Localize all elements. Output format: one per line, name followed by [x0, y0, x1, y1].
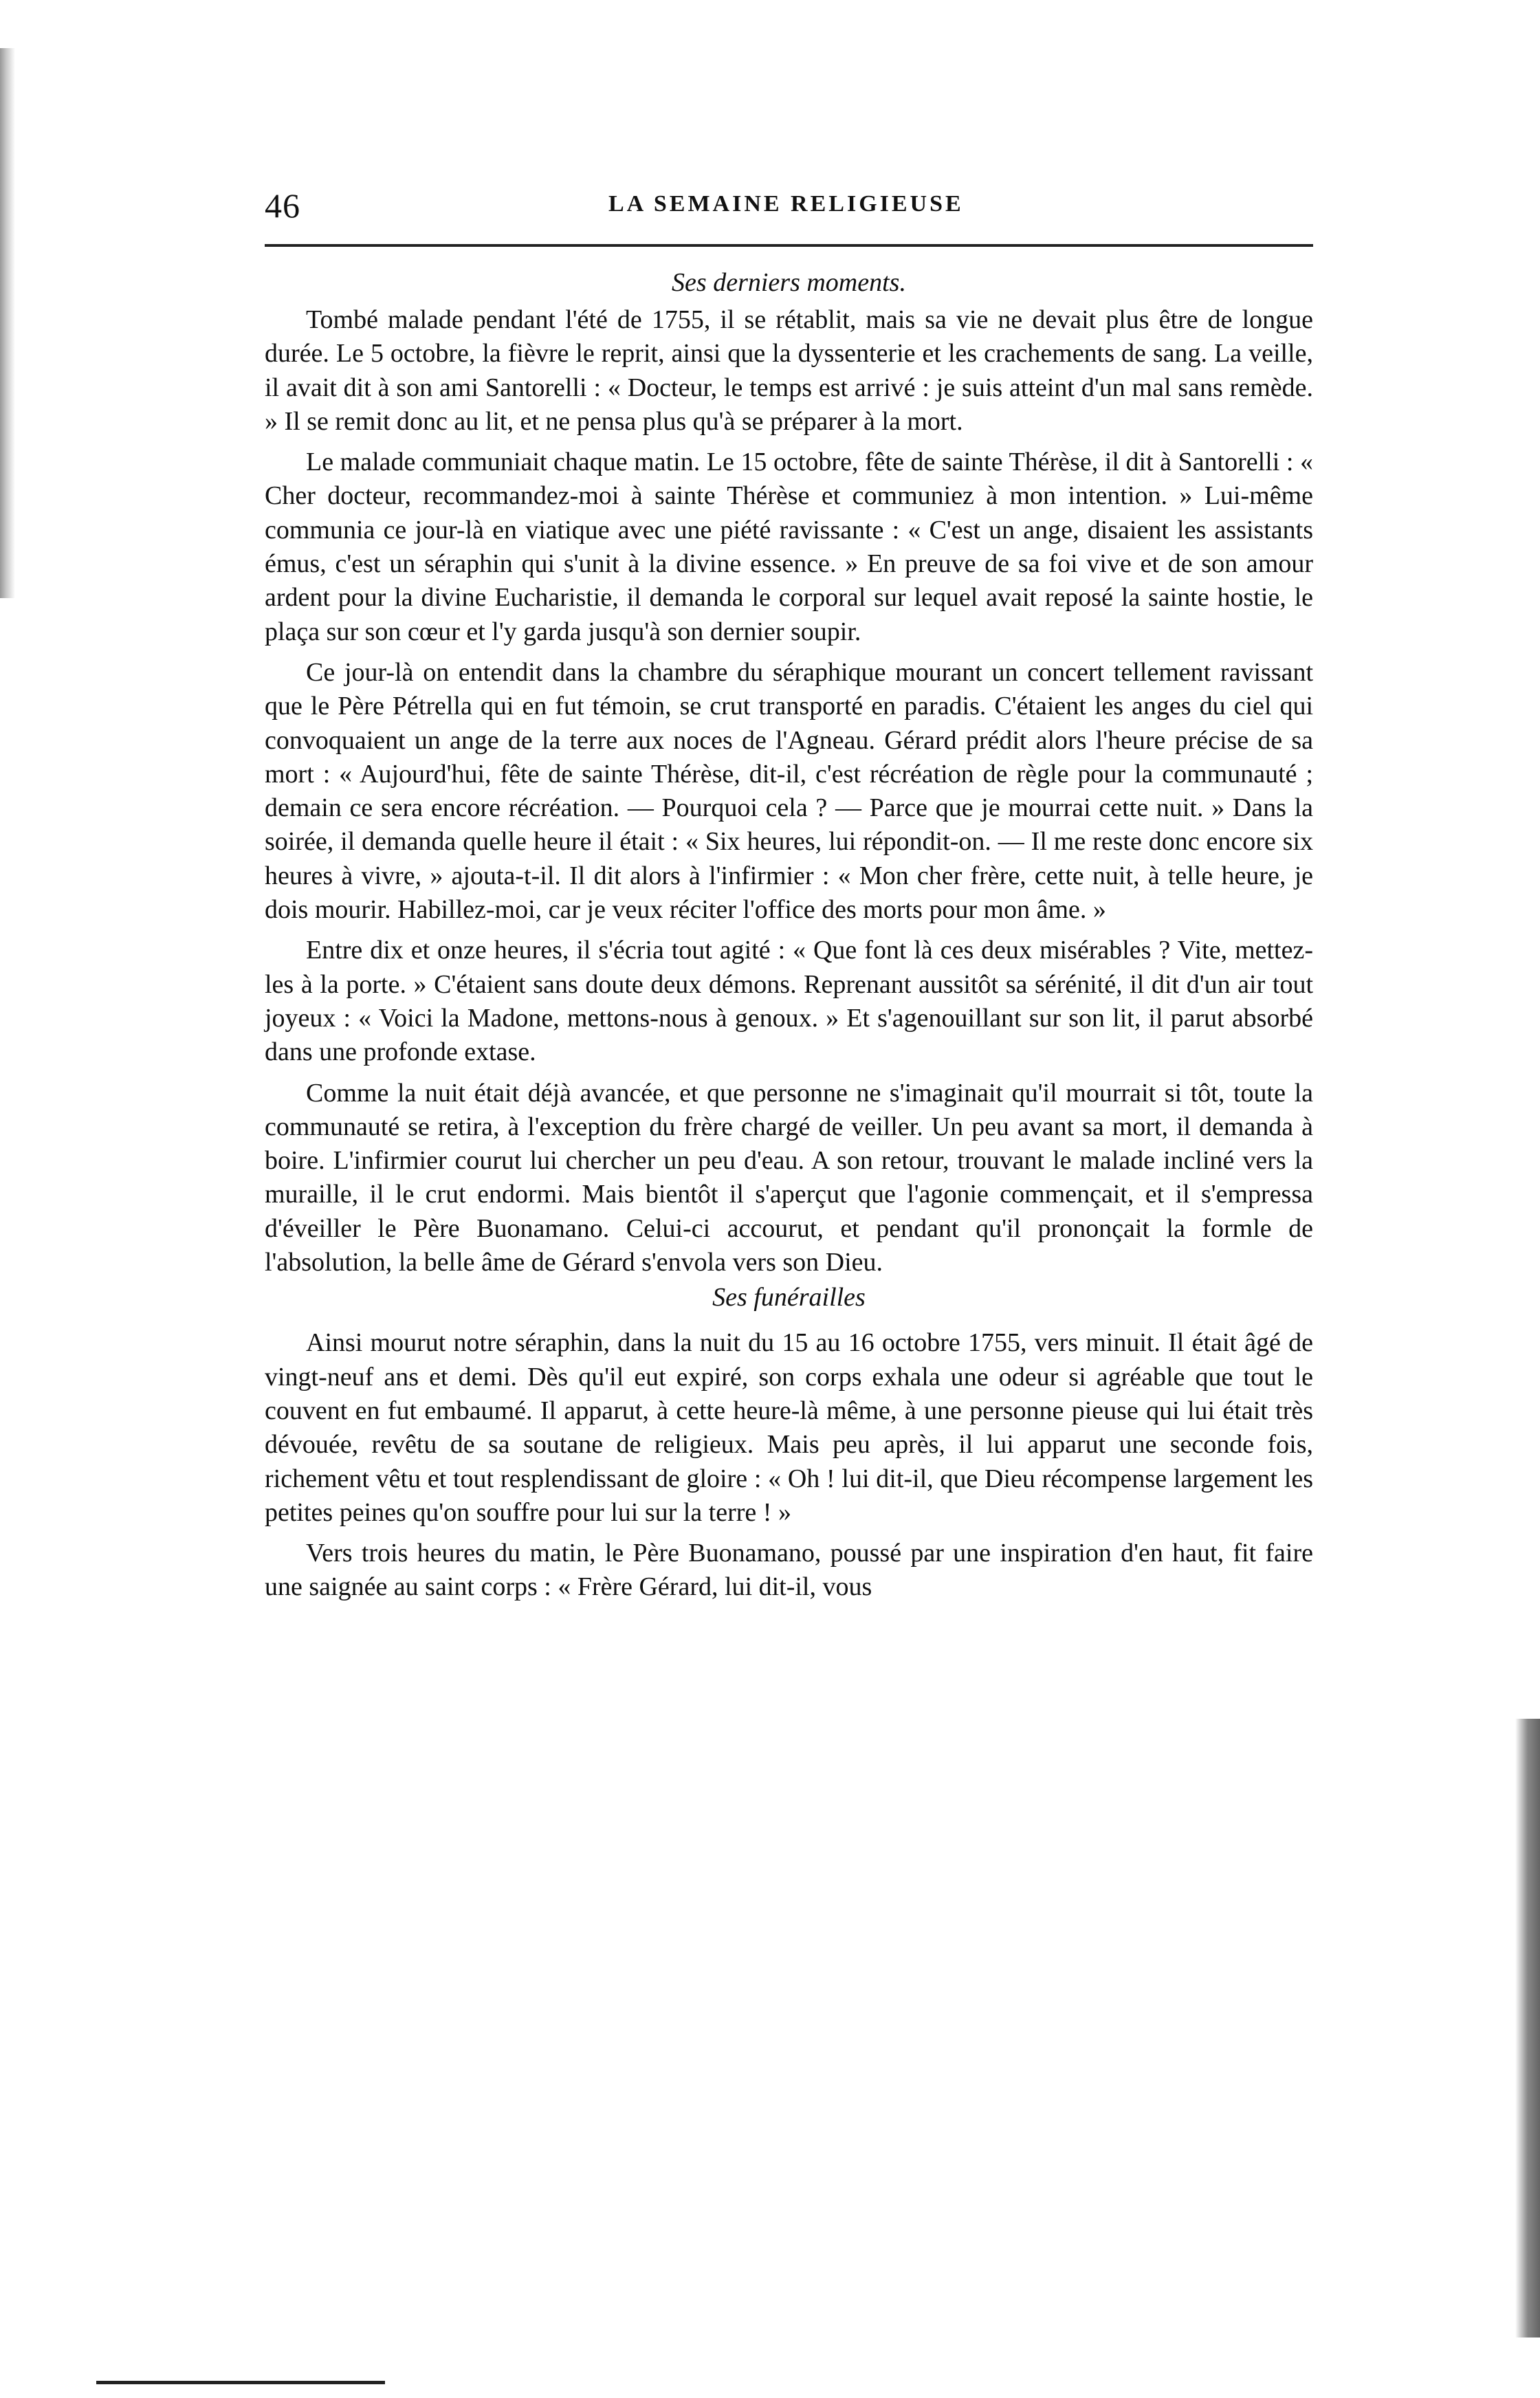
- paragraph: Entre dix et onze heures, il s'écria tout agité : « Que font là ces deux misérables ? Vite, mettez-les à la porte. » C'étaient sans doute deux démons. Reprenant aussitôt sa sérénité, il dit d'un air tout joyeux : « Voici la Madone, mettons-nous à genoux. » Et s'agenouillant sur son lit, il parut absorbé dans une profonde extase.: [265, 936, 1313, 1067]
- section-heading: Ses derniers moments.: [672, 268, 906, 297]
- paragraph: Ainsi mourut notre séraphin, dans la nuit du 15 au 16 octobre 1755, vers minuit. Il était âgé de vingt-neuf ans et demi. Dès qu'il eut expiré, son corps exhala une odeur si agréable que tout le couvent en fut embaumé. Il apparut, à cette heure-là même, à une personne pieuse qui lui était très dévouée, revêtu de sa soutane de religieux. Mais peu après, il lui apparut une seconde fois, richement vêtu et tout resplendissant de gloire : « Oh ! lui dit-il, que Dieu récompense largement les petites peines qu'on souffre pour lui sur la terre ! »: [265, 1328, 1313, 1527]
- header-rule: [265, 244, 1313, 247]
- body-text: [265, 265, 1313, 1605]
- section-heading: Ses funérailles: [712, 1283, 866, 1312]
- paragraph: Comme la nuit était déjà avancée, et que personne ne s'imaginait qu'il mourrait si tôt, toute la communauté se retira, à l'exception du frère chargé de veiller. Un peu avant sa mort, il demanda à boire. L'infirmier courut lui chercher un peu d'eau. A son retour, trouvant le malade incliné vers la muraille, il le crut endormi. Mais bientôt il s'aperçut que l'agonie commençait, et il s'empressa d'éveiller le Père Buonamano. Celui-ci accourut, et pendant qu'il prononçait la formle de l'absolution, la belle âme de Gérard s'envola vers son Dieu.: [265, 1078, 1313, 1277]
- paragraph: Tombé malade pendant l'été de 1755, il se rétablit, mais sa vie ne devait plus être de longue durée. Le 5 octobre, la fièvre le reprit, ainsi que la dyssenterie et les crachements de sang. La veille, il avait dit à son ami Santorelli : « Docteur, le temps est arrivé : je suis atteint d'un mal sans remède. » Il se remit donc au lit, et ne pensa plus qu'à se préparer à la mort.: [265, 305, 1313, 436]
- section-funerailles: [265, 1279, 1313, 1604]
- binding-shadow: [0, 48, 15, 598]
- footer-rule: [96, 2381, 385, 2384]
- page-header: [265, 186, 1313, 227]
- paragraph: Le malade communiait chaque matin. Le 15 octobre, fête de sainte Thérèse, il dit à Santorelli : « Cher docteur, recommandez-moi à sainte Thérèse et communiez à mon intention. » Lui-même communia ce jour-là en viatique avec une piété ravissante : « C'est un ange, disaient les assistants émus, c'est un séraphin qui s'unit à la divine essence. » En preuve de sa foi vive et de son amour ardent pour la divine Eucharistie, il demanda le corporal sur lequel avait reposé la sainte hostie, le plaça sur son cœur et l'y garda jusqu'à son dernier soupir.: [265, 448, 1313, 646]
- section-derniers-moments: [265, 265, 1313, 1279]
- running-title: LA SEMAINE RELIGIEUSE: [608, 191, 964, 217]
- page-number: 46: [265, 186, 300, 225]
- paragraph: Ce jour-là on entendit dans la chambre du séraphique mourant un concert tellement ravissant que le Père Pétrella qui en fut témoin, se crut transporté en paradis. C'étaient les anges du ciel qui convoquaient un ange de la terre aux noces de l'Agneau. Gérard prédit alors l'heure précise de sa mort : « Aujourd'hui, fête de sainte Thérèse, dit-il, c'est récréation de règle pour la communauté ; demain ce sera encore récréation. — Pourquoi cela ? — Parce que je mourrai cette nuit. » Dans la soirée, il demanda quelle heure il était : « Six heures, lui répondit-on. — Il me reste donc encore six heures à vivre, » ajouta-t-il. Il dit alors à l'infirmier : « Mon cher frère, cette nuit, à telle heure, je dois mourir. Habillez-moi, car je veux réciter l'office des morts pour mon âme. »: [265, 657, 1313, 925]
- page-edge-shadow: [1515, 1719, 1540, 2338]
- paragraph: Vers trois heures du matin, le Père Buonamano, poussé par une inspiration d'en haut, fit faire une saignée au saint corps : « Frère Gérard, lui dit-il, vous: [265, 1539, 1313, 1602]
